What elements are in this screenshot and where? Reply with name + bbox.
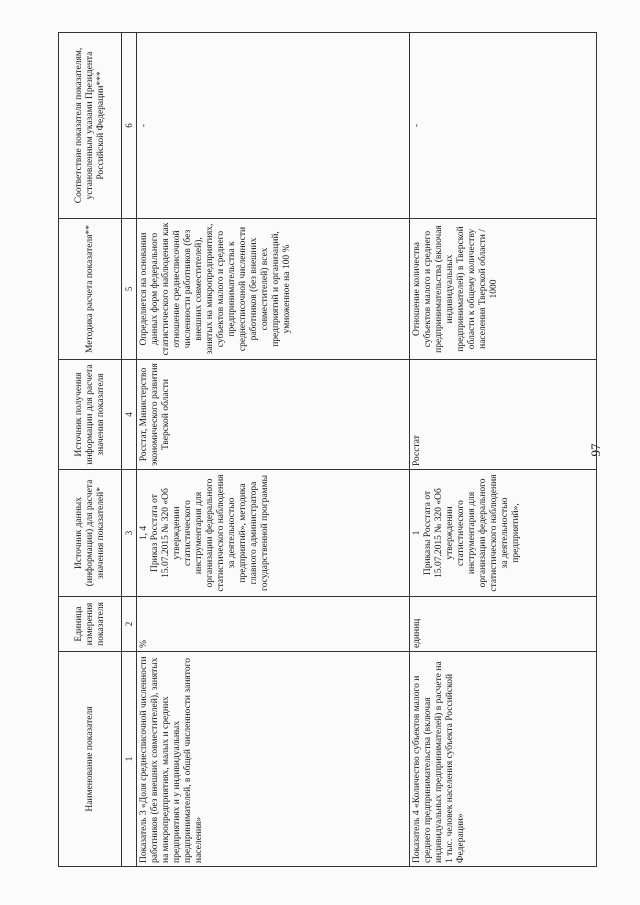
indicator-source-info: Росстат (410, 360, 597, 470)
indicator-source-data: 1, 4 Приказ Росстата от 15.07.2015 № 320 «Об утверждении статистического инструментария для организации федерального статистического наблюдения за деятельностью предприятий», методика главного администратора государственной программы (137, 470, 410, 597)
header-cell: Источник получения информации для расчета значения показателя (59, 360, 122, 470)
column-number: 1 (122, 652, 137, 867)
header-row (59, 33, 122, 867)
indicator-correspondence: - (137, 33, 410, 219)
table-row (410, 33, 597, 867)
column-number: 4 (122, 360, 137, 470)
header-cell: Наименование показателя (59, 652, 122, 867)
column-number: 6 (122, 33, 137, 219)
column-number: 2 (122, 597, 137, 652)
indicator-method: Отношение количества субъектов малого и среднего предпринимательства (включая индивидуальных предпринимателей) в Тверской области к общему количеству населения Тверской области / 1000 (410, 219, 597, 360)
indicator-unit: единиц (410, 597, 597, 652)
table-row (137, 33, 410, 867)
page-number: 97 (588, 443, 603, 457)
indicator-source-data: 1 Приказы Росстата от 15.07.2015 № 320 «Об утверждении статистического инструментария для организации федерального статистического наблюдения за деятельностью предприятий», (410, 470, 597, 597)
column-number: 5 (122, 219, 137, 360)
indicator-name: Показатель 3 «Доля среднесписочной численности работников (без внешних совместителей), занятых на микропредприятиях, малых и средних предприятиях и у индивидуальных предпринимателей, в общей численности занятого населения» (137, 652, 410, 867)
header-cell: Единица измерения показателя (59, 597, 122, 652)
column-number: 3 (122, 470, 137, 597)
indicator-name: Показатель 4 «Количество субъектов малого и среднего предпринимательства (включая индивидуальных предпринимателей) в расчете на 1 тыс. человек населения субъекта Российской Федерации» (410, 652, 597, 867)
indicator-unit: % (137, 597, 410, 652)
header-cell: Источник данных (информации) для расчета значения показателей* (59, 470, 122, 597)
indicators-table (58, 32, 597, 867)
column-number-row (122, 33, 137, 867)
indicator-source-info: Росстат, Министерство экономического развития Тверской области (137, 360, 410, 470)
indicator-correspondence: - (410, 33, 597, 219)
header-cell: Соответствие показателя показателям, установленным указами Президента Российской Федерации*** (59, 33, 122, 219)
header-cell: Методика расчета показателя** (59, 219, 122, 360)
indicator-method: Определяется на основании данных форм федерального статистического наблюдения как отношение среднесписочной численности работников (без внешних совместителей), занятых на микропредприятиях, субъектов малого и среднего предпринимательства к среднесписочной численности работников (без внешних совместителей) всех предприятий и организаций, умноженное на 100 % (137, 219, 410, 360)
